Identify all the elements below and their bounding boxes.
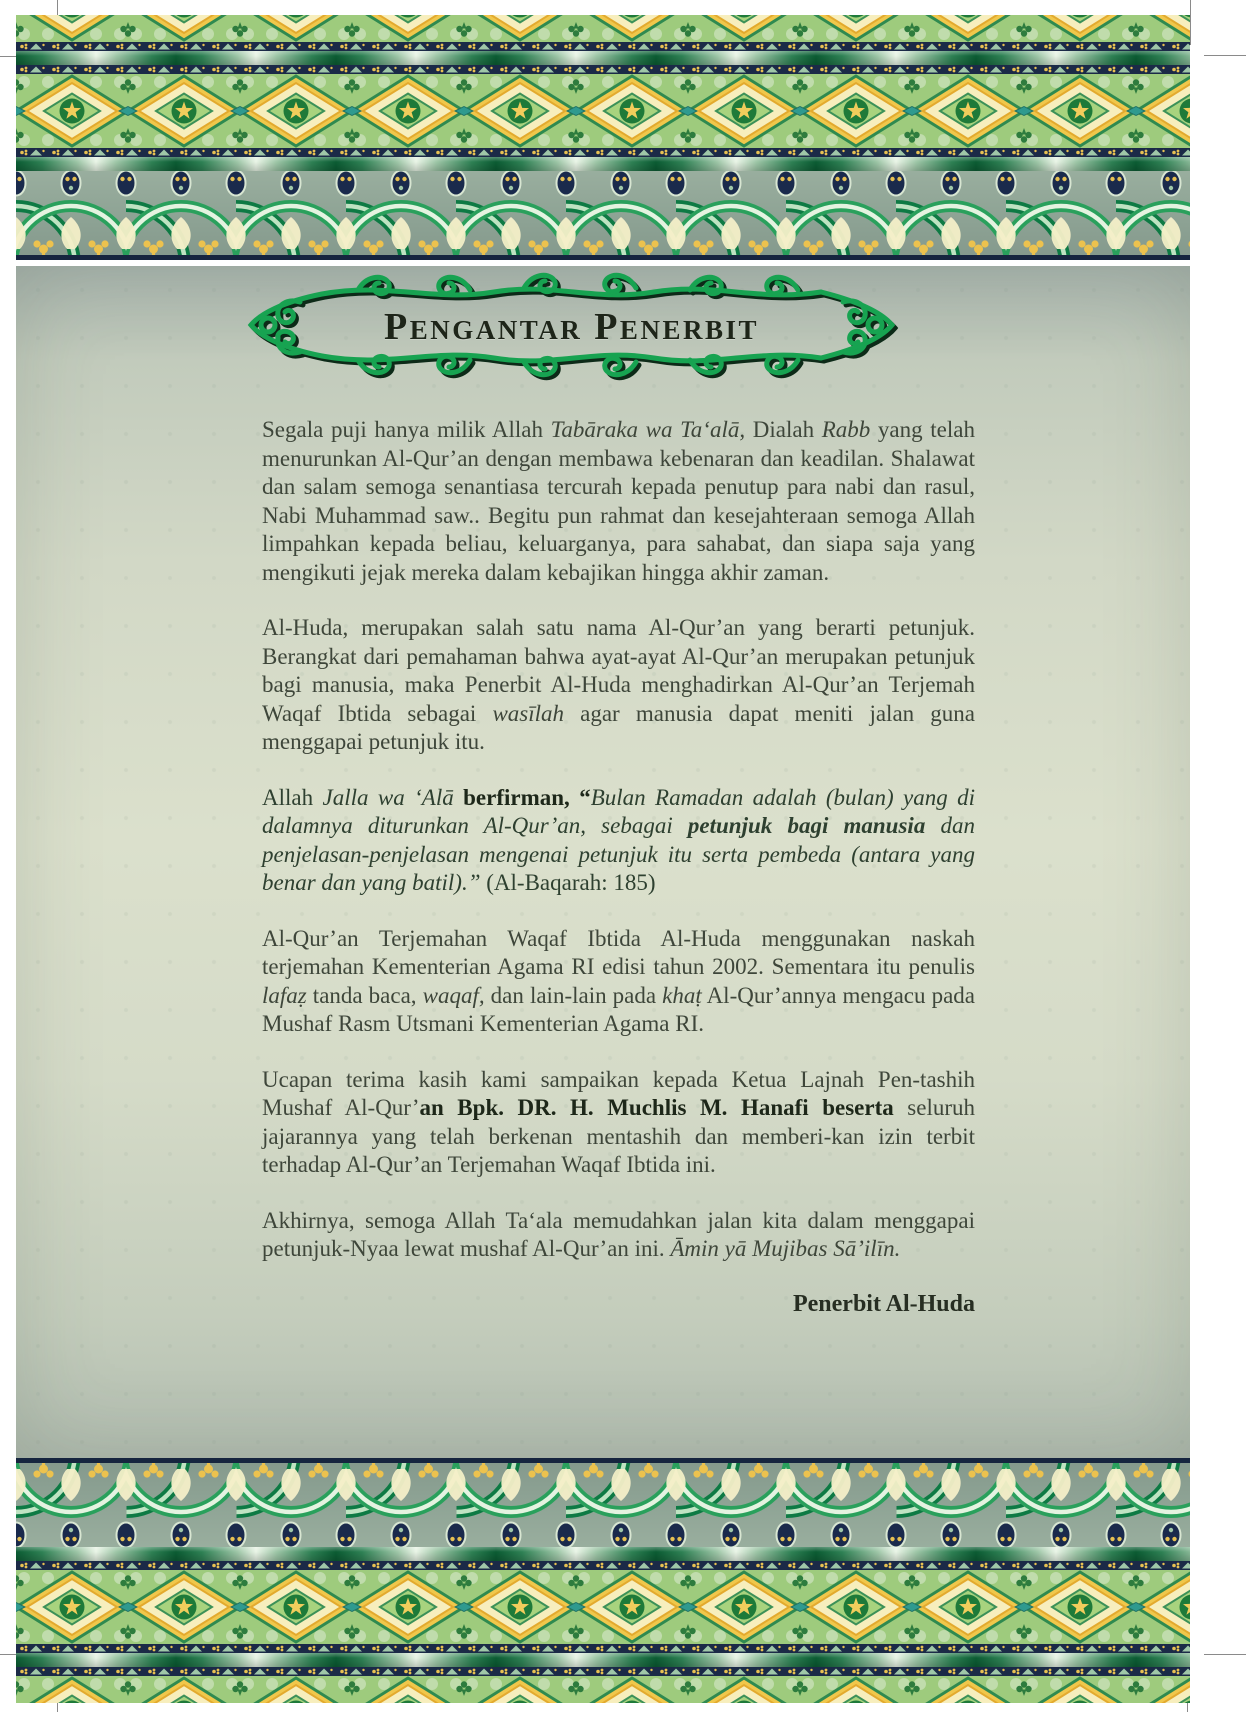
green-ribbon <box>16 1653 1190 1667</box>
navy-edge-line <box>16 255 1190 260</box>
body-paragraph: Akhirnya, semoga Allah Ta‘ala memudahkan jalan kita dalam menggapai petunjuk-Nyaa lewat mushaf Al-Qur’an ini. Āmin yā Mujibas Sā’ilīn. <box>262 1207 975 1261</box>
title-ornament-frame <box>238 266 905 384</box>
navy-motif-strip <box>16 1644 1190 1653</box>
diamond-band-partial <box>16 15 1190 42</box>
body-paragraph: Segala puji hanya milik Allah Tabāraka wa Ta‘alā, Dialah Rabb yang telah menurunkan Al-Qur’an dengan membawa kebenaran dan keadilan. Shalawat dan salam semoga senantiasa tercurah kepada penutup para nabi dan rasul, Nabi Muhammad saw.. Begitu pun rahmat dan kesejahteraan semoga Allah limpahkan kepada beliau, keluarganya, para sahabat, dan siapa saja yang mengikuti jejak mereka dalam kebajikan hingga akhir zaman. <box>262 417 975 585</box>
bottom-border-ornament <box>16 1458 1190 1703</box>
body-paragraph: Al-Huda, merupakan salah satu nama Al-Qur’an yang berarti petunjuk. Berangkat dari pemahaman bahwa ayat-ayat Al-Qur’an merupakan petunjuk bagi manusia, maka Penerbit Al-Huda menghadirkan Al-Qur’an Terjemah Waqaf Ibtida sebagai wasīlah agar manusia dapat meniti jalan guna menggapai petunjuk itu. <box>262 615 975 754</box>
print-area <box>16 15 1190 1697</box>
crop-mark <box>1204 1654 1246 1655</box>
page-title: Pengantar Penerbit <box>384 306 759 348</box>
star-diamond-band <box>16 1570 1190 1644</box>
navy-motif-strip <box>16 1667 1190 1676</box>
navy-motif-strip <box>16 1561 1190 1570</box>
crop-mark <box>1190 0 1191 45</box>
navy-motif-strip <box>16 148 1190 157</box>
star-diamond-band <box>16 74 1190 148</box>
green-ribbon <box>16 1547 1190 1561</box>
body-paragraph: Al-Qur’an Terjemahan Waqaf Ibtida Al-Huda menggunakan naskah terjemahan Kementerian Agama RI edisi tahun 2002. Sementara itu penulis lafaẓ tanda baca, waqaf, dan lain-lain pada khaṭ Al-Qur’annya mengacu pada Mushaf Rasm Utsmani Kementerian Agama RI. <box>262 925 975 1036</box>
top-border-ornament <box>16 15 1190 260</box>
crop-mark <box>1204 55 1246 56</box>
green-ribbon <box>16 51 1190 65</box>
content-area <box>16 266 1190 1458</box>
diamond-band-partial <box>16 1676 1190 1703</box>
body-text <box>262 416 975 1264</box>
publisher-signature: Penerbit Al-Huda <box>792 1290 975 1317</box>
body-paragraph: Ucapan terima kasih kami sampaikan kepada Ketua Lajnah Pen-tashih Mushaf Al-Qur’an Bpk. DR. H. Muchlis M. Hanafi beserta seluruh jajarannya yang telah berkenan mentashih dan memberi-kan izin terbit terhadap Al-Qur’an Terjemahan Waqaf Ibtida ini. <box>262 1066 975 1177</box>
arch-interlace-band <box>16 171 1190 255</box>
quran-quote-paragraph: Allah Jalla wa ‘Alā berfirman, “Bulan Ramadan adalah (bulan) yang di dalamnya diturunkan Al-Qur’an, sebagai petunjuk bagi manusia dan penjelasan-penjelasan mengenai petunjuk itu serta pembeda (antara yang benar dan yang batil).” (Al-Baqarah: 185) <box>262 784 976 895</box>
navy-motif-strip <box>16 42 1190 51</box>
navy-motif-strip <box>16 65 1190 74</box>
arch-interlace-band <box>16 1463 1190 1547</box>
green-ribbon <box>16 157 1190 171</box>
